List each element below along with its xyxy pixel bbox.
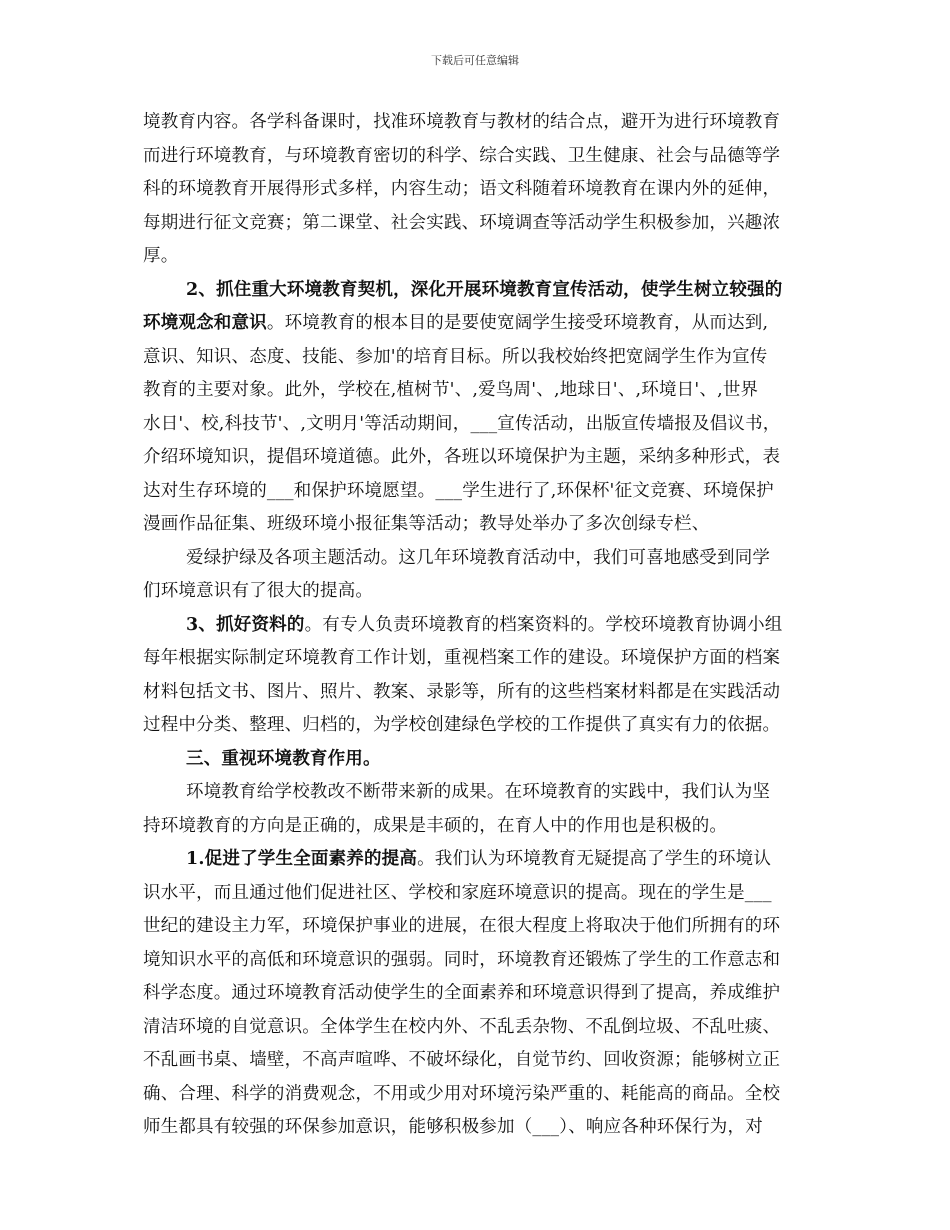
text-line: 意识、知识、态度、技能、参加'的培育目标。所以我校始终把宽阔学生作为宣传	[143, 346, 768, 367]
text-line: 过程中分类、整理、归档的，为学校创建绿色学校的工作提供了真实有力的依据。	[143, 715, 781, 735]
text-line: 厚。	[143, 246, 179, 266]
text-line: 不乱画书桌、墙壁，不高声喧哗、不破坏绿化，自觉节约、回收资源；能够树立正	[143, 1050, 781, 1070]
text-line: 环境教育给学校教改不断带来新的成果。在环境教育的实践中，我们认为坚	[186, 782, 771, 802]
text-line: 清洁环境的自觉意识。全体学生在校内外、不乱丢杂物、不乱倒垃圾、不乱吐痰、	[143, 1016, 781, 1037]
section-heading: 2、抓住重大环境教育契机，深化开展环境教育宣传活动，使学生树立较强的	[186, 279, 783, 300]
text-line: 每年根据实际制定环境教育工作计划，重视档案工作的建设。环境保护方面的档案	[143, 648, 781, 668]
text-line: 水日'、校,科技节'、,文明月'等活动期间，___宣传活动，出版宣传墙报及倡议书，	[143, 413, 781, 434]
text-line: 介绍环境知识，提倡环境道德。此外，各班以环境保护为主题，采纳多种形式，表	[143, 447, 781, 467]
text-line: 漫画作品征集、班级环境小报征集等活动；教导处举办了多次创绿专栏、	[143, 514, 710, 534]
text-line: 每期进行征文竞赛；第二课堂、社会实践、环境调查等活动学生积极参加，兴趣浓	[143, 212, 781, 233]
section-heading: 3、抓好资料的。有专人负责环境教育的档案资料的。学校环境教育协调小组	[186, 614, 783, 635]
text-line: 环境观念和意识。环境教育的根本目的是要使宽阔学生接受环境教育，从而达到,	[143, 313, 769, 333]
section-heading: 1.促进了学生全面素养的提高。我们认为环境教育无疑提高了学生的环境认	[186, 849, 772, 869]
text-line: 教育的主要对象。此外，学校在,植树节'、,爱鸟周'、,地球日'、,环境日'、,世界	[143, 380, 759, 400]
text-line: 而进行环境教育，与环境教育密切的科学、综合实践、卫生健康、社会与品德等学	[143, 145, 781, 166]
page-header: 下载后可任意编辑	[431, 54, 519, 67]
text-line: 确、合理、科学的消费观念，不用或少用对环境污染严重的、耗能高的商品。全校	[143, 1083, 781, 1104]
text-line: 科学态度。通过环境教育活动使学生的全面素养和环境意识得到了提高，养成维护	[143, 983, 781, 1003]
text-line: 世纪的建设主力军，环境保护事业的进展，在很大程度上将取决于他们所拥有的环	[143, 916, 781, 936]
text-line: 科的环境教育开展得形式多样，内容生动；语文科随着环境教育在课内外的延伸，	[143, 179, 781, 199]
document-body	[143, 106, 823, 1145]
text-line: 材料包括文书、图片、照片、教案、录影等，所有的这些档案材料都是在实践活动	[143, 681, 781, 702]
text-line: 境知识水平的高低和环境意识的强弱。同时，环境教育还锻炼了学生的工作意志和	[143, 949, 781, 970]
text-line: 境教育内容。各学科备课时，找准环境教育与教材的结合点，避开为进行环境教育	[143, 112, 781, 132]
text-line: 们环境意识有了很大的提高。	[143, 581, 374, 601]
text-line: 持环境教育的方向是正确的，成果是丰硕的，在育人中的作用也是积极的。	[143, 815, 728, 836]
text-line: 识水平，而且通过他们促进社区、学校和家庭环境意识的提高。现在的学生是___	[143, 882, 772, 903]
text-line: 爱绿护绿及各项主题活动。这几年环境教育活动中，我们可喜地感受到同学	[186, 547, 771, 568]
text-line: 达对生存环境的___和保护环境愿望。___学生进行了,环保杯'征文竞赛、环境保护	[143, 480, 774, 501]
text-line: 师生都具有较强的环保参加意识，能够积极参加（___）、响应各种环保行为，对	[143, 1117, 763, 1137]
chapter-heading: 三、重视环境教育作用。	[186, 748, 381, 769]
